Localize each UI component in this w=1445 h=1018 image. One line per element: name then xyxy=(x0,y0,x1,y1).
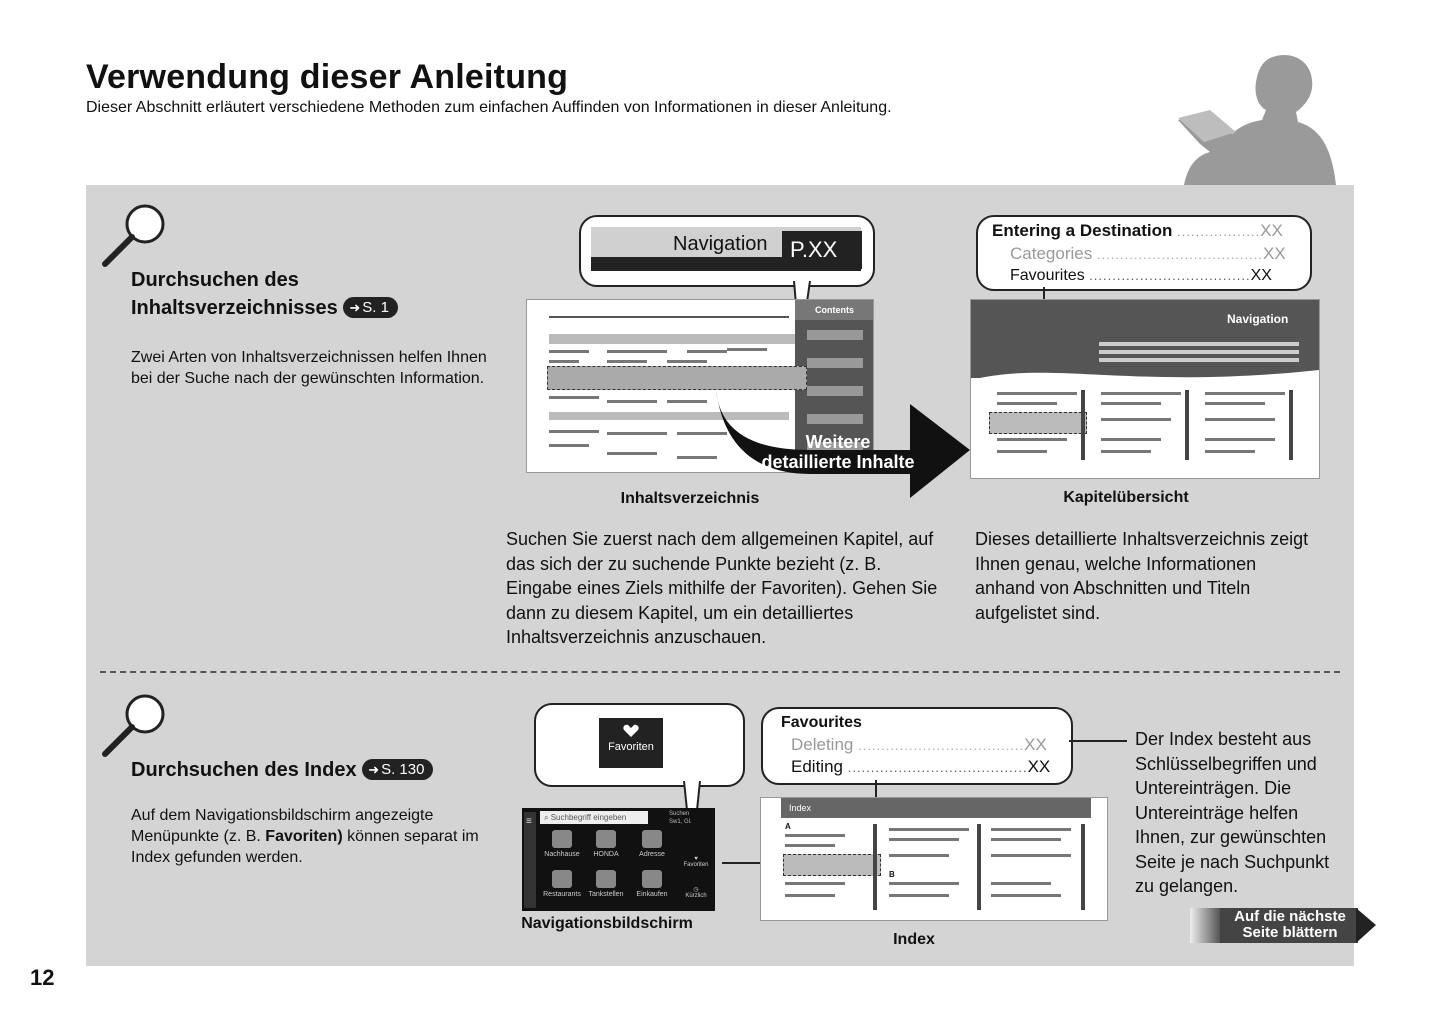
index-header: Index xyxy=(781,798,1091,818)
nav-screen xyxy=(522,808,715,911)
page-ref-link[interactable]: ➜ S. 130 xyxy=(362,759,433,780)
index-document xyxy=(760,797,1108,921)
chapter-header: Navigation xyxy=(1227,312,1289,326)
page-ref-link[interactable]: ➜ S. 1 xyxy=(343,297,398,318)
page-number: 12 xyxy=(30,965,55,990)
arrow-label: Weitere detaillierte Inhalte xyxy=(761,432,915,472)
toc-explanation: Suchen Sie zuerst nach dem allgemeinen Kapitel, auf das sich der zu suchende Punkte bezieht (z. B. Eingabe eines Ziels mithilfe der Favoriten). Gehen Sie dann zu diesem Kapitel, um ein detailliertes Inhaltsverzeichnis anzuschauen. xyxy=(506,529,938,647)
reader-silhouette-icon xyxy=(1170,48,1342,188)
index-heading: Favourites xyxy=(781,714,862,731)
connector-line xyxy=(1069,740,1127,742)
toc-row: Categories ....................................XX xyxy=(1010,244,1286,263)
index-letter: B xyxy=(889,870,895,879)
section2-title: Durchsuchen des Index ➜ S. 130 xyxy=(131,756,433,784)
magnifier-icon xyxy=(100,690,170,760)
section1-title: Durchsuchen des Inhaltsverzeichnisses ➜ S. 1 xyxy=(131,266,398,322)
menu-icon[interactable]: ≡ xyxy=(526,816,532,827)
nav-tile[interactable]: Adresse xyxy=(632,830,672,858)
toc-callout xyxy=(976,215,1312,291)
index-letter: A xyxy=(785,822,791,831)
index-row: Editing .......................................XX xyxy=(791,757,1051,776)
caption-index: Index xyxy=(893,931,935,948)
section1-description: Zwei Arten von Inhaltsverzeichnissen helfen Ihnen bei der Suche nach der gewünschten Information. xyxy=(131,349,487,387)
section2-description: Auf dem Navigationsbildschirm angezeigte Menüpunkte (z. B. Favoriten) können separat im Index gefunden werden. xyxy=(131,807,479,866)
chapter-wave xyxy=(971,360,1319,390)
index-row: Deleting ....................................XX xyxy=(791,735,1047,754)
caption-nav: Navigationsbildschirm xyxy=(521,915,693,932)
index-callout xyxy=(761,707,1073,785)
section-divider xyxy=(100,671,1340,673)
caption-toc: Inhaltsverzeichnis xyxy=(620,490,760,507)
caption-chapter: Kapitelübersicht xyxy=(1063,489,1189,506)
toc-row: Entering a Destination ..................XX xyxy=(992,221,1283,240)
nav-favorites[interactable]: ♥ Favoriten xyxy=(683,856,709,868)
nav-recent[interactable]: ◷ Kürzlich xyxy=(685,887,707,899)
toc-row: Favourites ...................................XX xyxy=(1010,267,1272,284)
nav-tile[interactable]: HONDA xyxy=(586,830,626,858)
page-subtitle: Dieser Abschnitt erläutert verschiedene Methoden zum einfachen Auffinden von Informationen in dieser Anleitung. xyxy=(86,99,892,116)
heart-icon xyxy=(623,724,639,738)
nav-tile[interactable]: Nachhause xyxy=(542,830,582,858)
search-side-info: Suchen Sw1, Gl. xyxy=(669,811,692,825)
toc-side-label: Contents xyxy=(795,300,873,320)
nav-tile[interactable]: Einkaufen xyxy=(632,870,672,898)
favorite-button[interactable]: Favoriten xyxy=(599,718,663,768)
favorite-callout xyxy=(534,703,745,787)
callout-chapter-label: Navigation xyxy=(673,233,768,255)
callout-page: P.XX xyxy=(782,231,862,269)
chapter-callout xyxy=(579,215,875,287)
magnifier-icon xyxy=(100,200,170,270)
next-page-button[interactable]: Auf die nächste Seite blättern xyxy=(1190,908,1365,943)
search-input[interactable]: ⌕ Suchbegriff eingeben xyxy=(540,811,648,824)
index-explanation: Der Index besteht aus Schlüsselbegriffen und Untereinträgen. Die Untereinträge helfen Ihnen, zur gewünschten Seite je nach Suchpunkt zu gelangen. xyxy=(1135,729,1330,896)
chapter-explanation: Dieses detaillierte Inhaltsverzeichnis zeigt Ihnen genau, welche Informationen anhand von Abschnitten und Titeln aufgelistet sind. xyxy=(975,529,1309,623)
nav-tile[interactable]: Restaurants xyxy=(542,870,582,898)
nav-tile[interactable]: Tankstellen xyxy=(586,870,626,898)
page-title: Verwendung dieser Anleitung xyxy=(86,58,569,96)
chapter-document xyxy=(970,299,1320,479)
